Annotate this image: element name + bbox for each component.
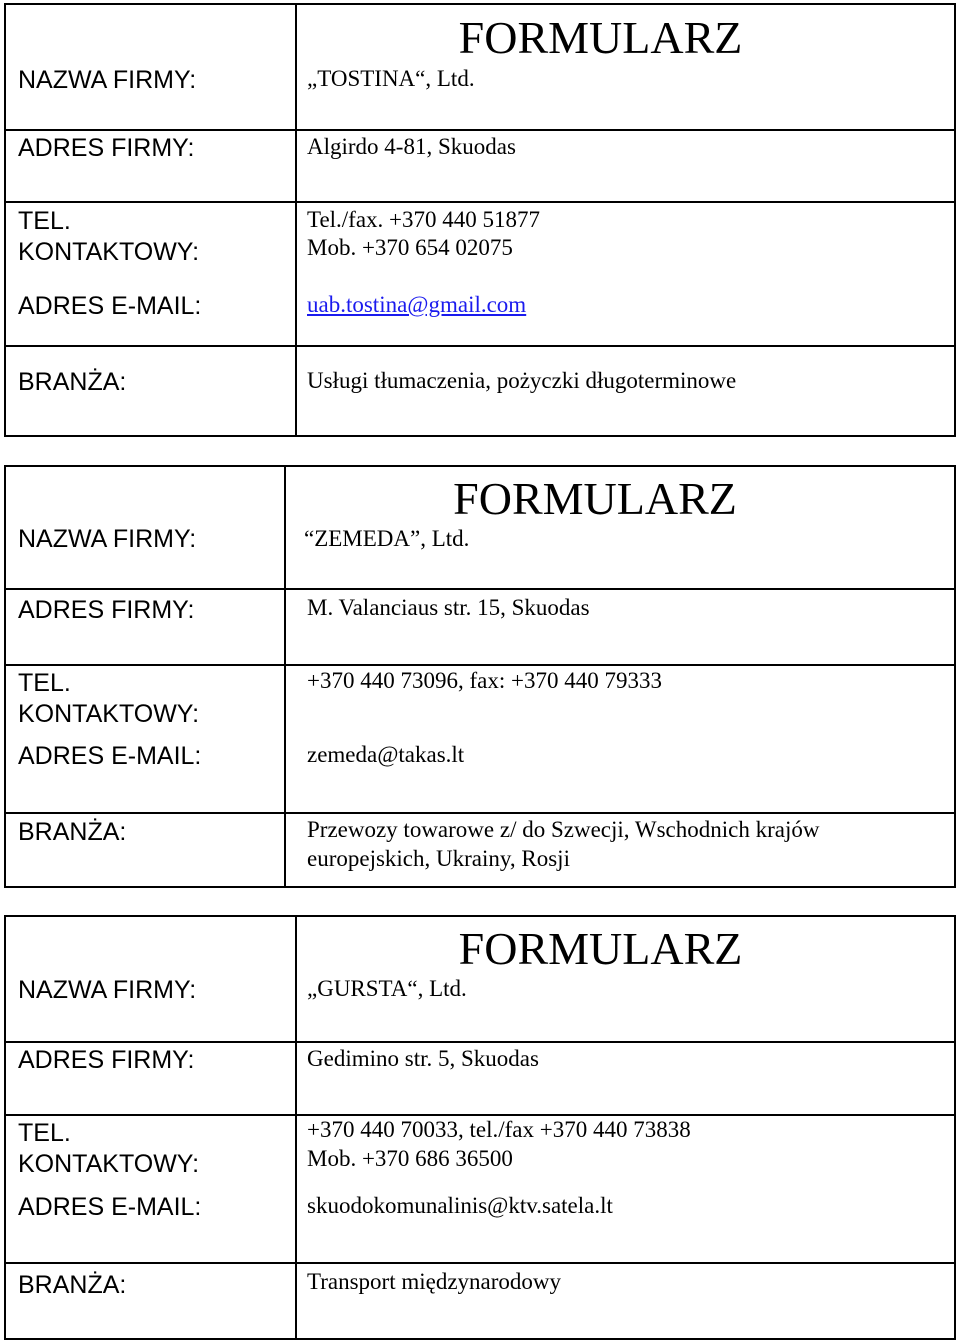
email-label: ADRES E-MAIL:	[18, 292, 202, 320]
row-email	[6, 1192, 954, 1262]
row-industry	[6, 812, 954, 890]
email-value	[307, 291, 944, 319]
phone-label-line2: KONTAKTOWY:	[18, 700, 200, 728]
row-address	[6, 129, 954, 201]
address-label: ADRES FIRMY:	[18, 1046, 195, 1074]
company-name-label: NAZWA FIRMY:	[18, 976, 197, 1004]
phone-value-line1: +370 440 73096, fax: +370 440 79333	[307, 668, 662, 693]
address-value: M. Valanciaus str. 15, Skuodas	[307, 595, 590, 620]
email-value: zemeda@takas.lt	[307, 742, 465, 767]
row-company	[6, 5, 954, 129]
email-link[interactable]: uab.tostina@gmail.com	[307, 292, 527, 317]
phone-value-line1: +370 440 70033, tel./fax +370 440 73838	[307, 1117, 691, 1142]
phone-label-line2: KONTAKTOWY:	[18, 1150, 200, 1178]
email-label: ADRES E-MAIL:	[18, 1193, 202, 1221]
row-phone	[6, 664, 954, 742]
row-address	[6, 1041, 954, 1115]
address-label: ADRES FIRMY:	[18, 134, 195, 162]
industry-value: Usługi tłumaczenia, pożyczki długoterminowe	[307, 368, 737, 393]
phone-label-line1: TEL.	[18, 1119, 71, 1147]
email-value: skuodokomunalinis@ktv.satela.lt	[307, 1193, 613, 1218]
row-phone	[6, 201, 954, 283]
form-gursta	[4, 915, 956, 1340]
form-title: FORMULARZ	[458, 12, 743, 63]
row-email	[6, 281, 954, 345]
phone-label-line2: KONTAKTOWY:	[18, 238, 200, 266]
address-value: Algirdo 4-81, Skuodas	[307, 134, 516, 159]
company-name-value: “ZEMEDA”, Ltd.	[304, 526, 470, 551]
industry-label: BRANŻA:	[18, 1271, 127, 1299]
address-value: Gedimino str. 5, Skuodas	[307, 1046, 539, 1071]
row-company	[6, 467, 954, 595]
industry-value: Transport międzynarodowy	[307, 1269, 562, 1294]
industry-value-line2: europejskich, Ukrainy, Rosji	[307, 846, 570, 871]
company-name-value: „GURSTA“, Ltd.	[307, 976, 467, 1001]
row-industry	[6, 345, 954, 439]
row-email	[6, 740, 954, 810]
row-phone	[6, 1114, 954, 1196]
company-name-label: NAZWA FIRMY:	[18, 66, 197, 94]
row-company	[6, 917, 954, 1041]
company-name-value: „TOSTINA“, Ltd.	[307, 66, 475, 91]
phone-value-line2: Mob. +370 654 02075	[307, 235, 513, 260]
row-industry	[6, 1262, 954, 1340]
phone-label-line1: TEL.	[18, 207, 71, 235]
phone-value-line1: Tel./fax. +370 440 51877	[307, 207, 541, 232]
industry-label: BRANŻA:	[18, 368, 127, 396]
company-name-label: NAZWA FIRMY:	[18, 525, 197, 553]
row-address	[6, 588, 954, 660]
industry-value-line1: Przewozy towarowe z/ do Szwecji, Wschodnich krajów	[307, 817, 820, 842]
form-title: FORMULARZ	[453, 473, 737, 524]
industry-label: BRANŻA:	[18, 818, 127, 846]
email-label: ADRES E-MAIL:	[18, 742, 202, 770]
address-label: ADRES FIRMY:	[18, 596, 195, 624]
form-zemeda	[4, 465, 956, 888]
phone-label-line1: TEL.	[18, 669, 71, 697]
form-tostina	[4, 3, 956, 437]
form-title: FORMULARZ	[458, 923, 743, 974]
phone-value-line2: Mob. +370 686 36500	[307, 1146, 513, 1171]
